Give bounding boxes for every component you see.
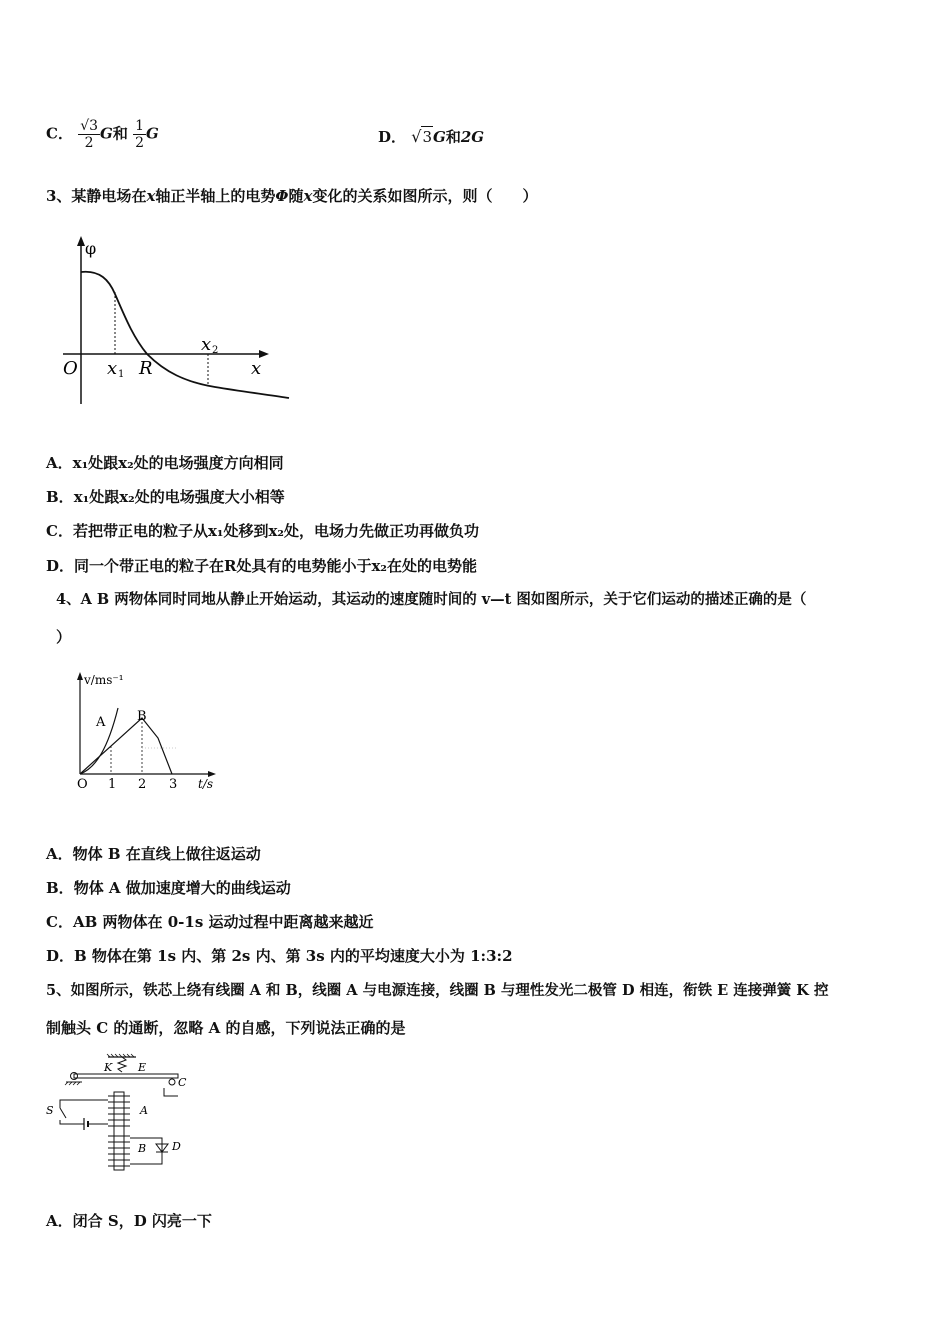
q4-stem-line2: ） [56,628,72,646]
q5-circuit-diagram [44,1052,204,1174]
q2-option-c: C． $\frac{√3}{2}$ G和 $\frac{1}{2}$ G [46,118,159,151]
q4-vt-graph [68,668,228,798]
circuit-a-wire-bottom [60,1120,84,1124]
potential-curve [81,272,289,398]
x-axis-label: x [251,358,262,379]
x-axis-arrow [259,350,269,358]
q4-option-a: A．物体 B 在直线上做往返运动 [46,845,261,863]
t-axis-label: t/s [198,777,214,791]
q3-potential-graph [55,232,305,412]
curve-a-label: A [96,715,106,730]
x1-subscript: 1 [118,369,125,380]
label-e: E [138,1061,147,1074]
label-s: S [46,1104,54,1117]
t2-label: 2 [138,777,147,792]
label-k: K [104,1061,113,1074]
spring-k [118,1057,126,1072]
fraction-1-over-2: $\frac{1}{2}$ [135,118,144,151]
q3-option-c: C．若把带正电的粒子从x₁处移到x₂处，电场力先做正功再做负功 [46,522,479,540]
label-a: A [140,1104,148,1117]
circuit-a-wire-top [60,1100,108,1108]
q4-option-d: D．B 物体在第 1s 内、第 2s 内、第 3s 内的平均速度大小为 1:3:2 [46,947,513,965]
fraction-sqrt3-over-2: $\frac{√3}{2}$ [80,118,99,151]
r-label: R [139,358,153,379]
line-b-label: B [137,709,147,724]
coil-b [108,1136,130,1166]
x1-label: x [107,358,118,379]
q4-option-c: C．AB 两物体在 0-1s 运动过程中距离越来越近 [46,913,374,931]
q4-option-b: B．物体 A 做加速度增大的曲线运动 [46,879,291,897]
x2-label: x [201,334,212,355]
coil-a [108,1096,130,1126]
contact-c [169,1079,175,1085]
q3-option-a: A．x₁处跟x₂处的电场强度方向相同 [46,454,284,472]
v-axis-arrow [77,672,83,680]
phi-axis-arrow [77,236,85,246]
t1-label: 1 [108,777,117,792]
switch-s [60,1108,66,1118]
label-c: C [178,1076,187,1089]
phi-label: φ [85,239,97,258]
t3-label: 3 [169,777,178,792]
q3-stem: 3、某静电场在x轴正半轴上的电势Φ随x变化的关系如图所示，则（ ） [46,187,538,205]
q5-option-a: A．闭合 S，D 闪亮一下 [46,1212,212,1230]
origin-label: O [63,358,78,379]
q3-option-d: D．同一个带正电的粒子在R处具有的电势能小于x₂在处的电势能 [46,557,477,575]
q5-stem-line2: 制触头 C 的通断，忽略 A 的自感，下列说法正确的是 [46,1019,406,1037]
q4-stem-line1: 4、A B 两物体同时同地从静止开始运动，其运动的速度随时间的 v—t 图如图所示，关于它们运动的描述正确的是（ [56,591,807,608]
v-axis-label: v/ms⁻¹ [84,673,124,687]
q2-option-d: D． √3G和2G [378,127,485,146]
label-d: D [172,1140,181,1153]
option-label: D． [378,128,407,146]
origin-label: O [77,777,88,792]
option-label: C． [46,124,73,143]
label-b: B [138,1142,147,1155]
contact-wire [164,1088,178,1096]
q5-stem-line1: 5、如图所示，铁芯上绕有线圈 A 和 B，线圈 A 与电源连接，线圈 B 与理性发光二极管 D 相连，衔铁 E 连接弹簧 K 控 [46,982,829,999]
armature-e [74,1074,178,1078]
x2-subscript: 2 [212,345,219,356]
iron-core [114,1092,124,1170]
q3-option-b: B．x₁处跟x₂处的电场强度大小相等 [46,488,285,506]
line-b [80,718,172,774]
